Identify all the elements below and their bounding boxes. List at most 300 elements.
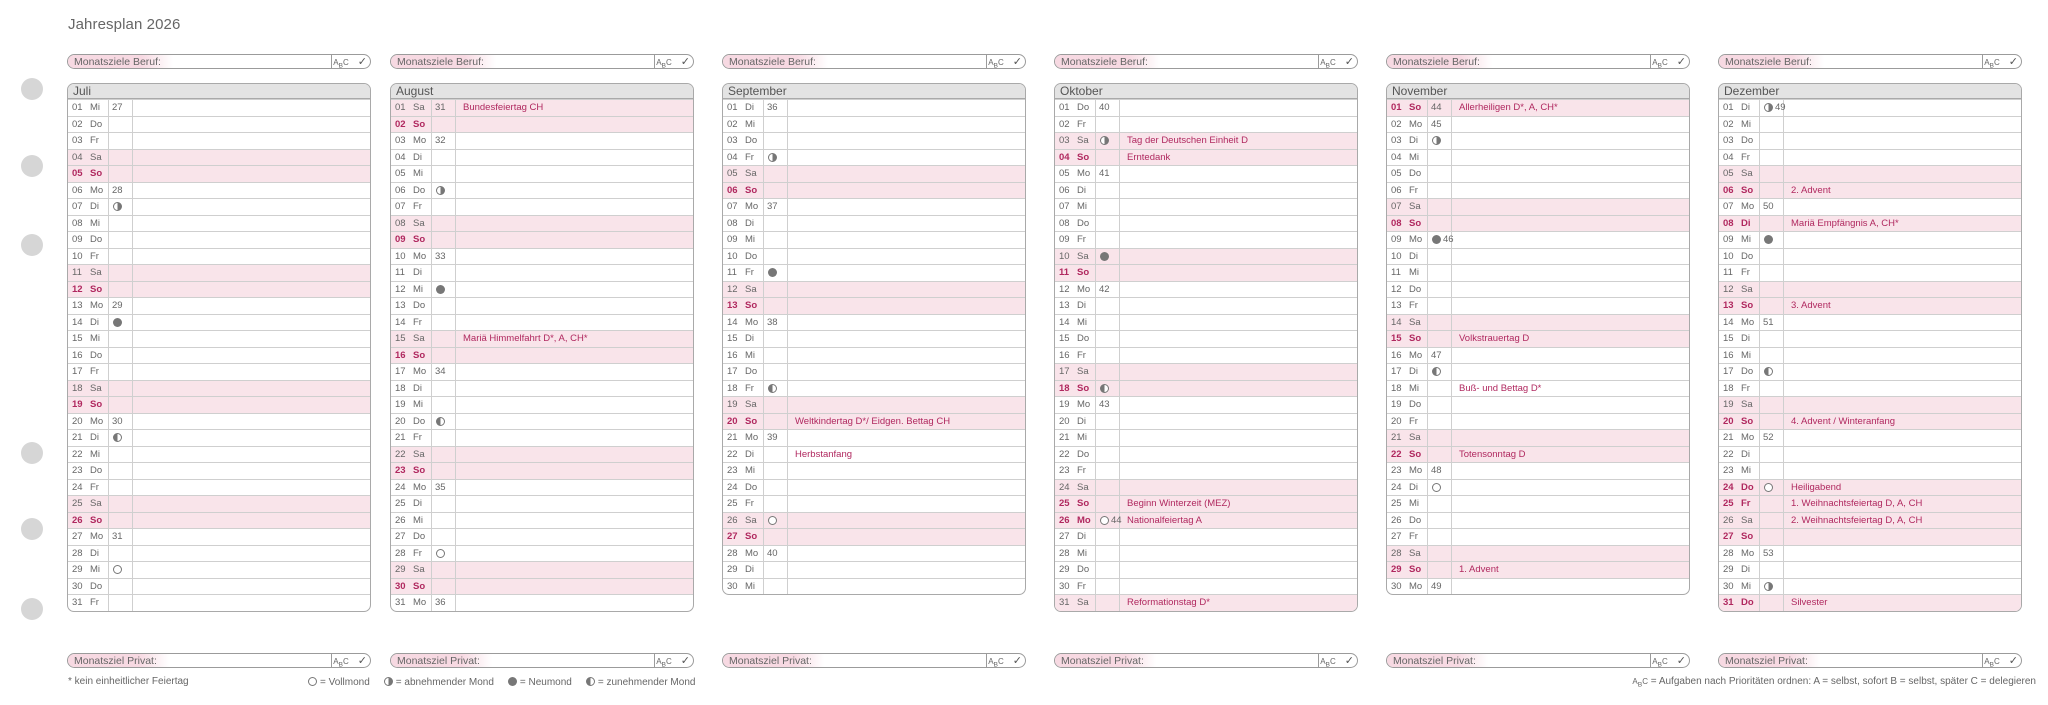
divider [763,397,764,413]
day-row[interactable] [723,116,1025,133]
day-row[interactable] [68,215,370,232]
week-number: 53 [1763,547,1774,559]
day-row[interactable] [1719,297,2021,314]
day-row[interactable] [1055,330,1357,347]
divider [1119,183,1120,199]
divider [1759,463,1760,479]
check-icon[interactable]: ✓ [1012,56,1022,68]
day-row[interactable] [1055,248,1357,265]
weekday: Di [90,201,99,212]
divider [132,150,133,166]
work-goal-label: Monatsziele Beruf: [1387,55,1492,68]
moon-wax-icon [1432,367,1441,376]
day-row[interactable] [1055,347,1357,364]
day-row[interactable] [723,446,1025,463]
divider [1451,364,1452,380]
day-number: 08 [1391,217,1402,229]
day-row[interactable] [723,182,1025,199]
day-row[interactable] [68,429,370,446]
day-row[interactable] [68,264,370,281]
day-row[interactable] [1719,429,2021,446]
moon-wane-icon [113,202,122,211]
weekday: Sa [90,267,102,278]
day-row[interactable] [1387,198,1689,215]
abc-priority-icon[interactable]: $A_BC$ [986,654,1005,667]
month-table [390,83,694,612]
day-row[interactable] [723,297,1025,314]
day-row[interactable] [1719,264,2021,281]
day-row[interactable] [723,132,1025,149]
day-row[interactable] [1387,363,1689,380]
day-row[interactable] [68,330,370,347]
day-row[interactable] [391,363,693,380]
check-icon[interactable]: ✓ [1676,56,1686,68]
divider [431,117,432,133]
day-row[interactable] [68,116,370,133]
day-row[interactable] [723,380,1025,397]
day-row[interactable] [391,281,693,298]
day-row[interactable] [391,248,693,265]
check-icon[interactable]: ✓ [1012,655,1022,667]
day-row[interactable] [1719,165,2021,182]
day-row[interactable] [723,198,1025,215]
divider [132,447,133,463]
day-row[interactable] [1387,528,1689,545]
divider [1451,199,1452,215]
divider [1427,216,1428,232]
day-row[interactable] [1055,479,1357,496]
day-row[interactable] [391,132,693,149]
divider [455,529,456,545]
day-row[interactable] [68,512,370,529]
divider [455,381,456,397]
abc-priority-icon[interactable]: $A_BC$ [654,55,673,68]
day-row[interactable] [1719,314,2021,331]
abc-priority-icon[interactable]: $A_BC$ [331,55,350,68]
day-row[interactable] [1719,479,2021,496]
weekday: Sa [413,448,425,460]
day-row[interactable] [1719,446,2021,463]
day-row[interactable] [1055,512,1357,529]
week-number: 27 [112,102,123,113]
abc-priority-icon[interactable]: $A_BC$ [331,654,350,667]
day-row[interactable] [1719,281,2021,298]
day-row[interactable] [723,363,1025,380]
day-row[interactable] [68,231,370,248]
day-row[interactable] [1055,99,1357,116]
day-row[interactable] [1055,594,1357,611]
holiday-label: Tag der Deutschen Einheit D [1127,135,1248,146]
day-row[interactable] [1719,347,2021,364]
day-row[interactable] [391,396,693,413]
check-icon[interactable]: ✓ [680,56,690,68]
day-row[interactable] [391,182,693,199]
day-row[interactable] [723,281,1025,298]
day-row[interactable] [68,149,370,166]
day-row[interactable] [68,495,370,512]
day-number: 29 [727,564,738,575]
day-row[interactable] [68,132,370,149]
day-row[interactable] [723,99,1025,116]
divider [787,117,788,133]
check-icon[interactable]: ✓ [2008,655,2018,667]
day-row[interactable] [1719,512,2021,529]
divider [431,364,432,380]
divider [1783,447,1784,463]
day-row[interactable] [1719,594,2021,611]
check-icon[interactable]: ✓ [1676,655,1686,667]
day-row[interactable] [723,479,1025,496]
divider [431,546,432,562]
day-row[interactable] [391,314,693,331]
day-row[interactable] [723,528,1025,545]
legend-label: = abnehmender Mond [395,677,494,688]
day-row[interactable] [723,215,1025,232]
day-row[interactable] [1719,380,2021,397]
day-row[interactable] [1387,330,1689,347]
day-row[interactable] [1719,363,2021,380]
day-row[interactable] [391,561,693,578]
day-row[interactable] [1719,330,2021,347]
divider [787,562,788,578]
day-row[interactable] [723,429,1025,446]
day-row[interactable] [1055,561,1357,578]
day-row[interactable] [1387,380,1689,397]
holiday-label: Totensonntag D [1459,448,1526,460]
weekday: So [745,300,758,311]
weekday: Do [1077,102,1090,113]
day-row[interactable] [68,198,370,215]
day-row[interactable] [1055,578,1357,595]
abc-priority-icon[interactable]: $A_BC$ [986,55,1005,68]
day-row[interactable] [1719,182,2021,199]
divider [1095,579,1096,595]
day-row[interactable] [68,545,370,562]
day-row[interactable] [1055,132,1357,149]
day-row[interactable] [1387,165,1689,182]
check-icon[interactable]: ✓ [357,56,367,68]
day-row[interactable] [723,545,1025,562]
day-row[interactable] [68,297,370,314]
day-row[interactable] [391,116,693,133]
day-number: 22 [727,448,738,460]
day-row[interactable] [1055,363,1357,380]
private-goal-field[interactable] [722,653,1026,668]
divider [763,546,764,562]
day-row[interactable] [723,330,1025,347]
weekday: Do [1077,333,1090,344]
day-row[interactable] [1719,545,2021,562]
work-goal-field[interactable] [67,54,371,69]
day-row[interactable] [1055,231,1357,248]
abc-priority-icon[interactable]: $A_BC$ [1650,654,1669,667]
day-row[interactable] [1387,182,1689,199]
day-row[interactable] [723,396,1025,413]
check-icon[interactable]: ✓ [357,655,367,667]
day-row[interactable] [1387,99,1689,116]
day-row[interactable] [1055,495,1357,512]
day-row[interactable] [391,446,693,463]
divider [455,150,456,166]
holiday-label: 4. Advent / Winteranfang [1791,415,1896,427]
day-row[interactable] [1387,396,1689,413]
day-row[interactable] [1387,347,1689,364]
day-row[interactable] [68,561,370,578]
day-row[interactable] [1387,264,1689,281]
day-row[interactable] [1387,314,1689,331]
day-row[interactable] [1719,578,2021,595]
day-row[interactable] [68,248,370,265]
day-row[interactable] [1055,545,1357,562]
day-row[interactable] [723,413,1025,430]
divider [455,232,456,248]
day-row[interactable] [391,413,693,430]
divider [1427,298,1428,314]
divider [1095,150,1096,166]
day-row[interactable] [391,462,693,479]
day-row[interactable] [723,561,1025,578]
abc-priority-icon[interactable]: $A_BC$ [1982,55,2001,68]
day-number: 17 [1059,366,1070,377]
holiday-label: Allerheiligen D*, A, CH* [1459,102,1558,113]
day-row[interactable] [68,281,370,298]
day-row[interactable] [1719,248,2021,265]
day-row[interactable] [1055,165,1357,182]
day-row[interactable] [391,99,693,116]
day-row[interactable] [391,380,693,397]
day-row[interactable] [1719,528,2021,545]
day-row[interactable] [1387,248,1689,265]
day-row[interactable] [1387,561,1689,578]
day-row[interactable] [1055,215,1357,232]
day-row[interactable] [723,462,1025,479]
weekday: Mi [1409,151,1420,163]
day-row[interactable] [1387,281,1689,298]
divider [1095,381,1096,397]
day-row[interactable] [1055,429,1357,446]
divider [455,199,456,215]
day-row[interactable] [1387,297,1689,314]
day-number: 22 [1723,448,1734,460]
day-row[interactable] [1055,281,1357,298]
day-row[interactable] [1387,495,1689,512]
weekday: Di [90,316,99,328]
work-goal-field[interactable] [390,54,694,69]
day-row[interactable] [1719,198,2021,215]
divider [108,562,109,578]
day-row[interactable] [1055,182,1357,199]
day-row[interactable] [1055,297,1357,314]
day-row[interactable] [391,479,693,496]
day-row[interactable] [1387,215,1689,232]
check-icon[interactable]: ✓ [1344,56,1354,68]
day-row[interactable] [1719,462,2021,479]
day-number: 21 [1391,432,1402,443]
weekday: Di [1741,333,1750,344]
day-row[interactable] [68,347,370,364]
weekday: Mi [745,349,756,361]
day-row[interactable] [68,380,370,397]
day-row[interactable] [1387,132,1689,149]
day-row[interactable] [68,446,370,463]
divider [108,133,109,149]
day-row[interactable] [1719,116,2021,133]
private-goal-field[interactable] [1054,653,1358,668]
day-row[interactable] [1719,561,2021,578]
day-number: 23 [395,465,406,476]
day-row[interactable] [1387,429,1689,446]
check-icon[interactable]: ✓ [680,655,690,667]
work-goal-field[interactable] [1054,54,1358,69]
day-number: 15 [395,333,406,344]
divider [1759,315,1760,331]
work-goal-field[interactable] [1386,54,1690,69]
day-row[interactable] [68,528,370,545]
day-row[interactable] [391,264,693,281]
divider [1451,496,1452,512]
day-number: 16 [727,349,738,361]
day-row[interactable] [1719,413,2021,430]
private-goal-field[interactable] [1718,653,2022,668]
day-row[interactable] [723,264,1025,281]
day-row[interactable] [68,182,370,199]
divider [455,331,456,347]
week-number: 51 [1763,316,1774,328]
day-row[interactable] [68,396,370,413]
check-icon[interactable]: ✓ [2008,56,2018,68]
abc-priority-icon[interactable]: $A_BC$ [1982,654,2001,667]
day-row[interactable] [391,330,693,347]
day-row[interactable] [1055,116,1357,133]
day-row[interactable] [391,149,693,166]
day-row[interactable] [391,165,693,182]
weekday: So [1077,267,1090,278]
day-row[interactable] [1055,380,1357,397]
day-row[interactable] [68,479,370,496]
day-row[interactable] [391,578,693,595]
day-row[interactable] [1055,396,1357,413]
weekday: Mi [1741,234,1752,245]
divider [132,265,133,281]
abc-priority-icon[interactable]: $A_BC$ [1318,55,1337,68]
moon-full-icon [1764,483,1773,492]
day-row[interactable] [723,347,1025,364]
day-row[interactable] [1387,479,1689,496]
day-row[interactable] [391,347,693,364]
day-row[interactable] [1055,264,1357,281]
day-row[interactable] [1055,462,1357,479]
day-row[interactable] [1387,116,1689,133]
day-row[interactable] [1387,512,1689,529]
day-row[interactable] [1719,132,2021,149]
day-row[interactable] [391,429,693,446]
day-row[interactable] [1055,198,1357,215]
day-row[interactable] [723,314,1025,331]
divider [1783,117,1784,133]
day-row[interactable] [723,165,1025,182]
day-row[interactable] [723,578,1025,595]
divider [763,166,764,182]
day-row[interactable] [1719,396,2021,413]
day-row[interactable] [1055,446,1357,463]
day-row[interactable] [68,99,370,116]
weekday: So [1741,415,1754,427]
day-row[interactable] [1719,231,2021,248]
weekday: Mo [1741,316,1755,328]
day-row[interactable] [391,545,693,562]
day-row[interactable] [1055,413,1357,430]
divider [108,447,109,463]
day-row[interactable] [1387,578,1689,595]
day-row[interactable] [391,297,693,314]
divider [763,117,764,133]
work-goal-field[interactable] [1718,54,2022,69]
day-row[interactable] [1387,231,1689,248]
day-row[interactable] [68,314,370,331]
day-row[interactable] [723,495,1025,512]
week-number: 42 [1099,283,1110,295]
day-row[interactable] [391,495,693,512]
private-goal-field[interactable] [67,653,371,668]
check-icon[interactable]: ✓ [1344,655,1354,667]
day-row[interactable] [68,594,370,611]
private-goal-field[interactable] [1386,653,1690,668]
day-row[interactable] [1387,462,1689,479]
private-goal-field[interactable] [390,653,694,668]
moon-wane-icon [384,677,393,686]
day-number: 26 [395,514,406,526]
divider [431,562,432,578]
day-row[interactable] [391,594,693,611]
day-number: 22 [72,448,83,460]
day-row[interactable] [723,248,1025,265]
day-row[interactable] [723,512,1025,529]
day-row[interactable] [723,231,1025,248]
day-row[interactable] [1055,528,1357,545]
page-title: Jahresplan 2026 [68,16,181,33]
day-row[interactable] [1387,413,1689,430]
day-row[interactable] [68,578,370,595]
day-row[interactable] [391,528,693,545]
day-row[interactable] [1055,314,1357,331]
day-row[interactable] [1055,149,1357,166]
day-row[interactable] [1387,149,1689,166]
day-number: 26 [1723,514,1734,526]
day-row[interactable] [391,215,693,232]
day-row[interactable] [391,512,693,529]
day-number: 12 [395,283,406,295]
day-row[interactable] [68,413,370,430]
day-row[interactable] [1387,446,1689,463]
day-row[interactable] [1719,495,2021,512]
work-goal-field[interactable] [722,54,1026,69]
day-row[interactable] [1387,545,1689,562]
day-row[interactable] [723,149,1025,166]
day-number: 30 [1723,580,1734,592]
day-row[interactable] [391,198,693,215]
day-row[interactable] [391,231,693,248]
abc-priority-icon[interactable]: $A_BC$ [1650,55,1669,68]
day-row[interactable] [68,462,370,479]
weekday: Fr [1077,234,1086,245]
day-row[interactable] [68,363,370,380]
day-row[interactable] [1719,215,2021,232]
day-row[interactable] [68,165,370,182]
day-row[interactable] [1719,149,2021,166]
abc-priority-icon[interactable]: $A_BC$ [654,654,673,667]
day-row[interactable] [1719,99,2021,116]
abc-priority-icon[interactable]: $A_BC$ [1318,654,1337,667]
